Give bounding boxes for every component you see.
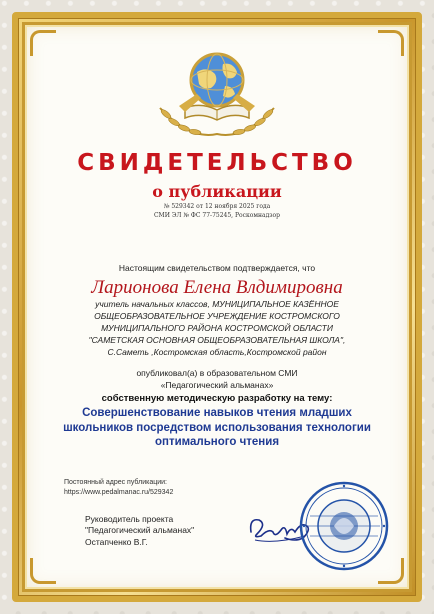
workplace-line: учитель начальных классов, МУНИЦИПАЛЬНОЕ КАЗЁННОЕ [95, 299, 339, 309]
media-registration: СМИ ЭЛ № ФС 77-75245, Роскомнадзор [153, 212, 281, 219]
theme-line: Совершенствование навыков чтения младших [82, 407, 352, 419]
globe-with-book-icon [167, 46, 267, 128]
round-stamp-icon [298, 480, 390, 572]
almanac-name: «Педагогический альманах» [160, 380, 274, 390]
confirmation-text: Настоящим свидетельством подтверждается, что [118, 263, 316, 273]
theme-line: школьников посредством использования технологии [63, 421, 371, 434]
address-label: Постоянный адрес публикации: [64, 479, 168, 486]
signer-organization: "Педагогический альманах" [85, 525, 195, 535]
certificate-subtitle: о публикации [152, 182, 282, 201]
theme-line: оптимального чтения [154, 436, 280, 448]
recipient-name: Ларионова Елена Влдимировна [91, 277, 343, 298]
signer-name: Остапченко В.Г. [85, 537, 148, 547]
workplace-line: МУНИЦИПАЛЬНОГО РАЙОНА КОСТРОМСКОЙ ОБЛАСТИ [101, 323, 333, 333]
published-in-text: опубликовал(а) в образовательном СМИ [136, 368, 298, 378]
recipient-workplace [60, 298, 374, 358]
publication-theme [48, 406, 386, 450]
publication-url[interactable]: https://www.pedalmanac.ru/529342 [64, 489, 174, 496]
certificate-title: СВИДЕТЕЛЬСТВО [77, 150, 357, 176]
workplace-line: С.Саметь ,Костромская область,Костромской район [107, 347, 327, 357]
corner-ornament [378, 30, 404, 56]
corner-ornament [30, 30, 56, 56]
workplace-line: "САМЕТСКАЯ ОСНОВНАЯ ОБЩЕОБРАЗОВАТЕЛЬНАЯ ШКОЛА", [88, 335, 346, 345]
workplace-line: ОБЩЕОБРАЗОВАТЕЛЬНОЕ УЧРЕЖДЕНИЕ КОСТРОМСКОГО [94, 311, 340, 321]
own-development-text: собственную методическую разработку на тему: [101, 393, 333, 404]
registration-number: № 529342 от 12 ноября 2025 года [163, 203, 271, 210]
signer-title: Руководитель проекта [85, 514, 174, 524]
corner-ornament [30, 558, 56, 584]
